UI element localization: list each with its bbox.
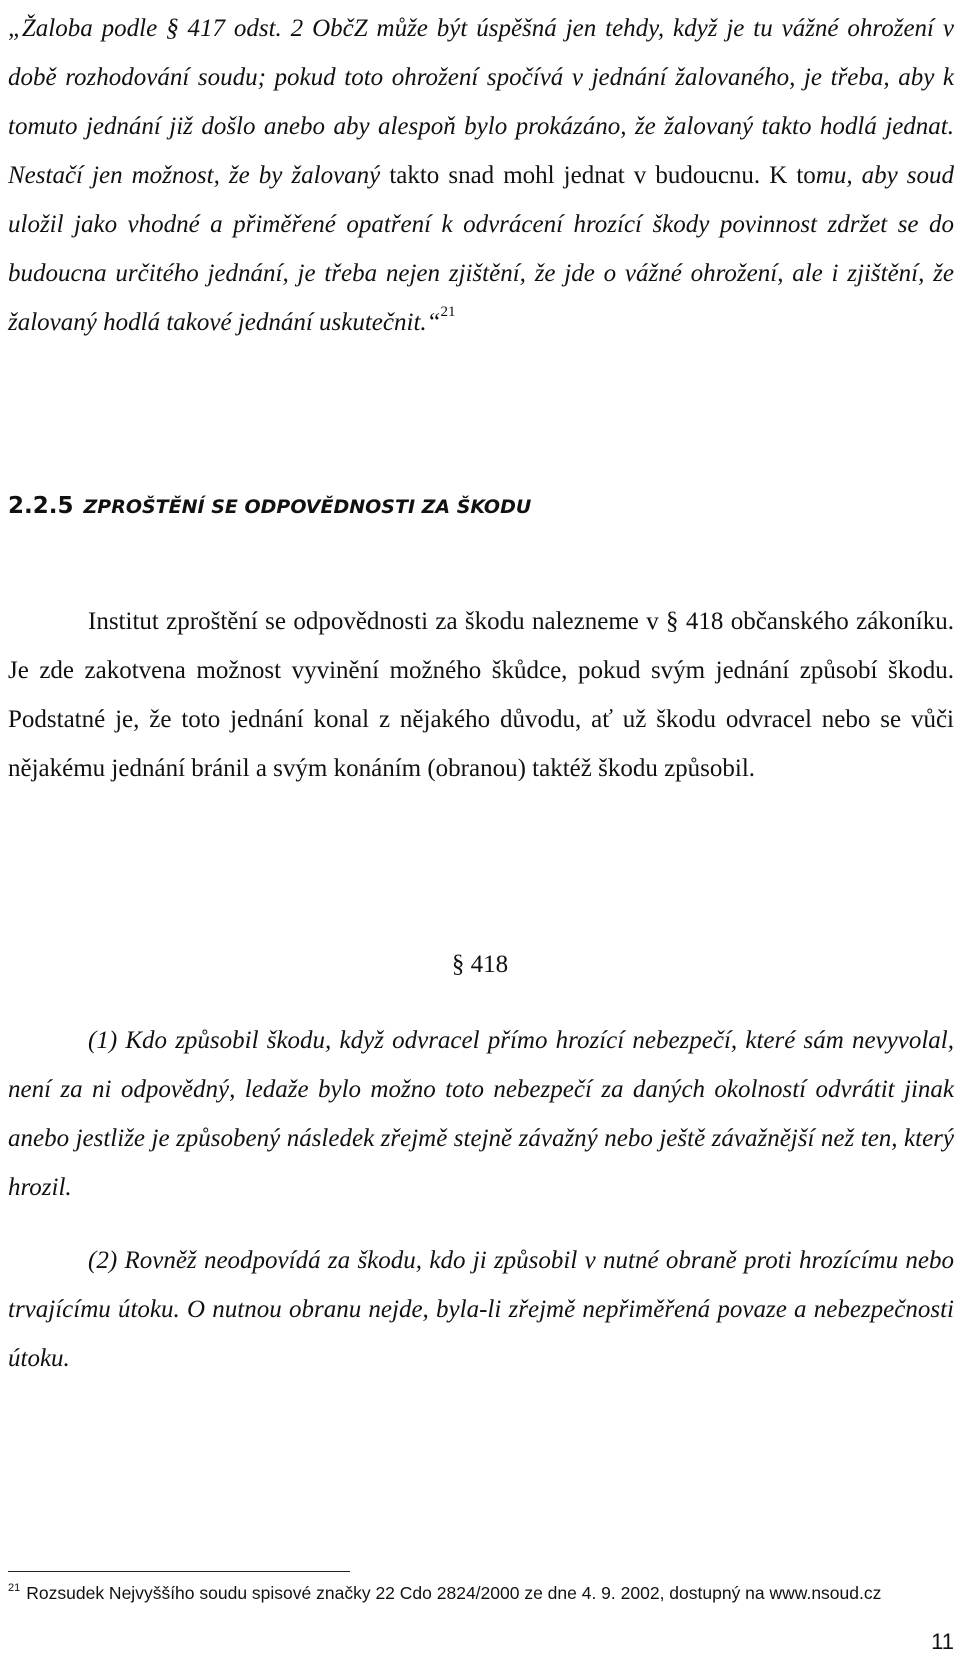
- quote-text-upright: takto snad mohl jednat v budoucnu. K to: [389, 162, 816, 189]
- body-paragraph: Institut zproštění se odpovědnosti za škodu nalezneme v § 418 občanského zákoníku. Je zde zakotvena možnost vyvinění možného škůdce, pokud svým jednání způsobí škodu. Podstatné je, že toto jednání konal z nějakého důvodu, ať už škodu odvracel nebo se vůči nějakému jednání bránil a svým konáním (obranou) taktéž škodu způsobil.: [8, 608, 954, 782]
- statute-heading: § 418: [451, 951, 509, 978]
- page-number: 11: [931, 1629, 954, 1654]
- section-number: 2.2.5: [8, 493, 74, 519]
- statute-clause-1: (1) Kdo způsobil škodu, když odvracel přímo hrozící nebezpečí, které sám nevyvolal, není za ni odpovědný, ledaže bylo možno toto nebezpečí za daných okolností odvrátit jinak anebo jestliže je způsobený následek zřejmě stejně závažný nebo ještě závažnější než ten, který hrozil.: [8, 1027, 954, 1201]
- footnote-reference[interactable]: 21: [440, 304, 456, 320]
- footnote: [8, 1580, 948, 1606]
- footnote-text: Rozsudek Nejvyššího soudu spisové značky 22 Cdo 2824/2000 ze dne 4. 9. 2002, dostupný na www.nsoud.cz: [26, 1583, 882, 1603]
- footnote-number: 21: [8, 1582, 21, 1594]
- statute-clause-2: (2) Rovněž neodpovídá za škodu, kdo ji způsobil v nutné obraně proti hrozícímu nebo trvajícímu útoku. O nutnou obranu nejde, byla-li zřejmě nepřiměřená povaze a nebezpečnosti útoku.: [8, 1247, 954, 1372]
- quote-text-italic-end: mu, aby soud uložil jako vhodné a přiměřené opatření k odvrácení hrozící škody povinnost zdržet se do budoucna určitého jednání, je třeba nejen zjištění, že jde o vážné ohrožení, ale i zjištění, že žalovaný hodlá takové jednání uskutečnit.“: [8, 162, 955, 336]
- section-heading: [8, 486, 531, 527]
- footnote-divider: [8, 1571, 350, 1572]
- section-title: ZPROŠTĚNÍ SE ODPOVĚDNOSTI ZA ŠKODU: [83, 496, 532, 518]
- quote-paragraph: [8, 4, 954, 347]
- quote-text-italic-start: „Žaloba podle § 417 odst. 2 ObčZ může být úspěšná jen tehdy, když je tu vážné ohrožení v době rozhodování soudu; pokud toto ohrožení spočívá v jednání žalovaného, je třeba, aby k tomuto jednání již došlo anebo aby alespoň bylo prokázáno, že žalovaný takto hodlá jednat. Nestačí jen možnost, že by žalovaný: [8, 15, 954, 189]
